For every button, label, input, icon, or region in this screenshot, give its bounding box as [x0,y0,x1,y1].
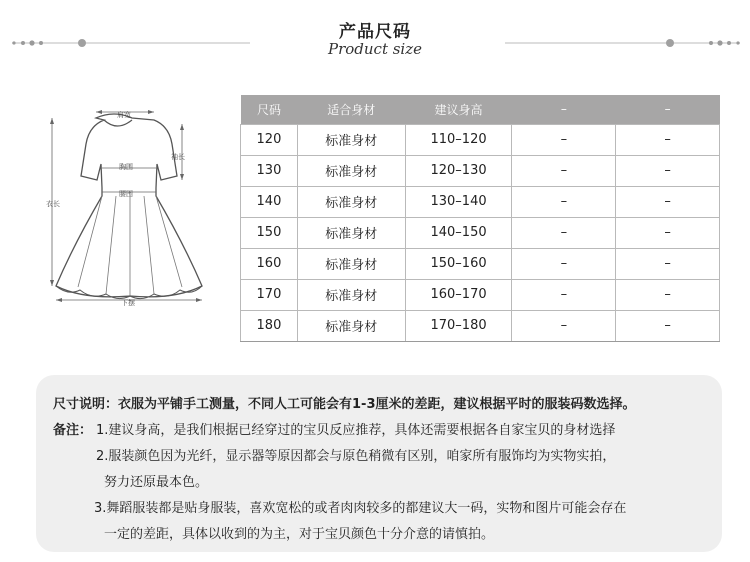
table-row [241,217,720,248]
cell-blank: – [512,186,616,217]
cell-blank: – [616,310,720,341]
cell-blank: – [512,217,616,248]
size-note: 尺寸说明：衣服为平铺手工测量，不同人工可能会有1-3厘米的差距，建议根据平时的服装码数选择。 [53,397,636,412]
header-body-type: 适合身材 [297,95,405,124]
table-header-row [241,95,720,124]
note-item-2: 2.服装颜色因为光纤，显示器等原因都会与原色稍微有区别，咱家所有服饰均为实物实拍， [96,449,616,464]
note-item-3-cont: 一定的差距，具体以收到的为主，对于宝贝颜色十分介意的请慎拍。 [104,527,495,542]
cell-body-type: 标准身材 [297,279,405,310]
cell-height: 130–140 [405,186,512,217]
table-row [241,310,720,341]
cell-height: 170–180 [405,310,512,341]
right-ornament [505,36,745,50]
remark-label: 备注： [53,423,93,438]
cell-blank: – [512,124,616,155]
shoulder-label: 肩宽 [117,111,131,119]
cell-blank: – [512,310,616,341]
dress-icon [44,104,234,314]
cell-height: 150–160 [405,248,512,279]
cell-blank: – [616,248,720,279]
cell-size: 180 [241,310,298,341]
header-size: 尺码 [241,95,298,124]
table-row [241,186,720,217]
cell-blank: – [616,155,720,186]
cell-body-type: 标准身材 [297,248,405,279]
cell-body-type: 标准身材 [297,217,405,248]
cell-body-type: 标准身材 [297,155,405,186]
cell-body-type: 标准身材 [297,124,405,155]
note-item-2-cont: 努力还原最本色。 [104,475,209,490]
left-ornament [10,36,260,50]
cell-body-type: 标准身材 [297,310,405,341]
sleeve-label: 袖长 [171,153,185,161]
cell-blank: – [512,155,616,186]
table-row [241,124,720,155]
page-subtitle: Product size [327,40,423,58]
cell-size: 120 [241,124,298,155]
table-row [241,248,720,279]
cell-size: 170 [241,279,298,310]
note-item-1: 1.建议身高，是我们根据已经穿过的宝贝反应推荐，具体还需要根据各自家宝贝的身材选择 [96,423,616,438]
cell-blank: – [616,279,720,310]
cell-blank: – [616,124,720,155]
cell-blank: – [512,279,616,310]
cell-height: 140–150 [405,217,512,248]
cell-height: 120–130 [405,155,512,186]
size-table [240,95,720,342]
note-item-3: 3.舞蹈服装都是贴身服装，喜欢宽松的或者肉肉较多的都建议大一码，实物和图片可能会存在 [94,501,627,516]
cell-body-type: 标准身材 [297,186,405,217]
length-label: 衣长 [46,200,60,208]
header-height: 建议身高 [405,95,512,124]
cell-height: 110–120 [405,124,512,155]
header-blank-2: – [616,95,720,124]
cell-size: 140 [241,186,298,217]
cell-size: 130 [241,155,298,186]
header-blank-1: – [512,95,616,124]
cell-size: 150 [241,217,298,248]
bust-label: 胸围 [119,163,133,171]
cell-blank: – [512,248,616,279]
table-row [241,155,720,186]
cell-blank: – [616,217,720,248]
cell-blank: – [616,186,720,217]
page-title: 产品尺码 [339,22,411,42]
notes-panel [36,375,722,552]
cell-size: 160 [241,248,298,279]
dress-measurement-diagram [44,104,234,314]
cell-height: 160–170 [405,279,512,310]
table-row [241,279,720,310]
hem-label: 下摆 [121,299,135,307]
waist-label: 腰围 [119,190,133,198]
